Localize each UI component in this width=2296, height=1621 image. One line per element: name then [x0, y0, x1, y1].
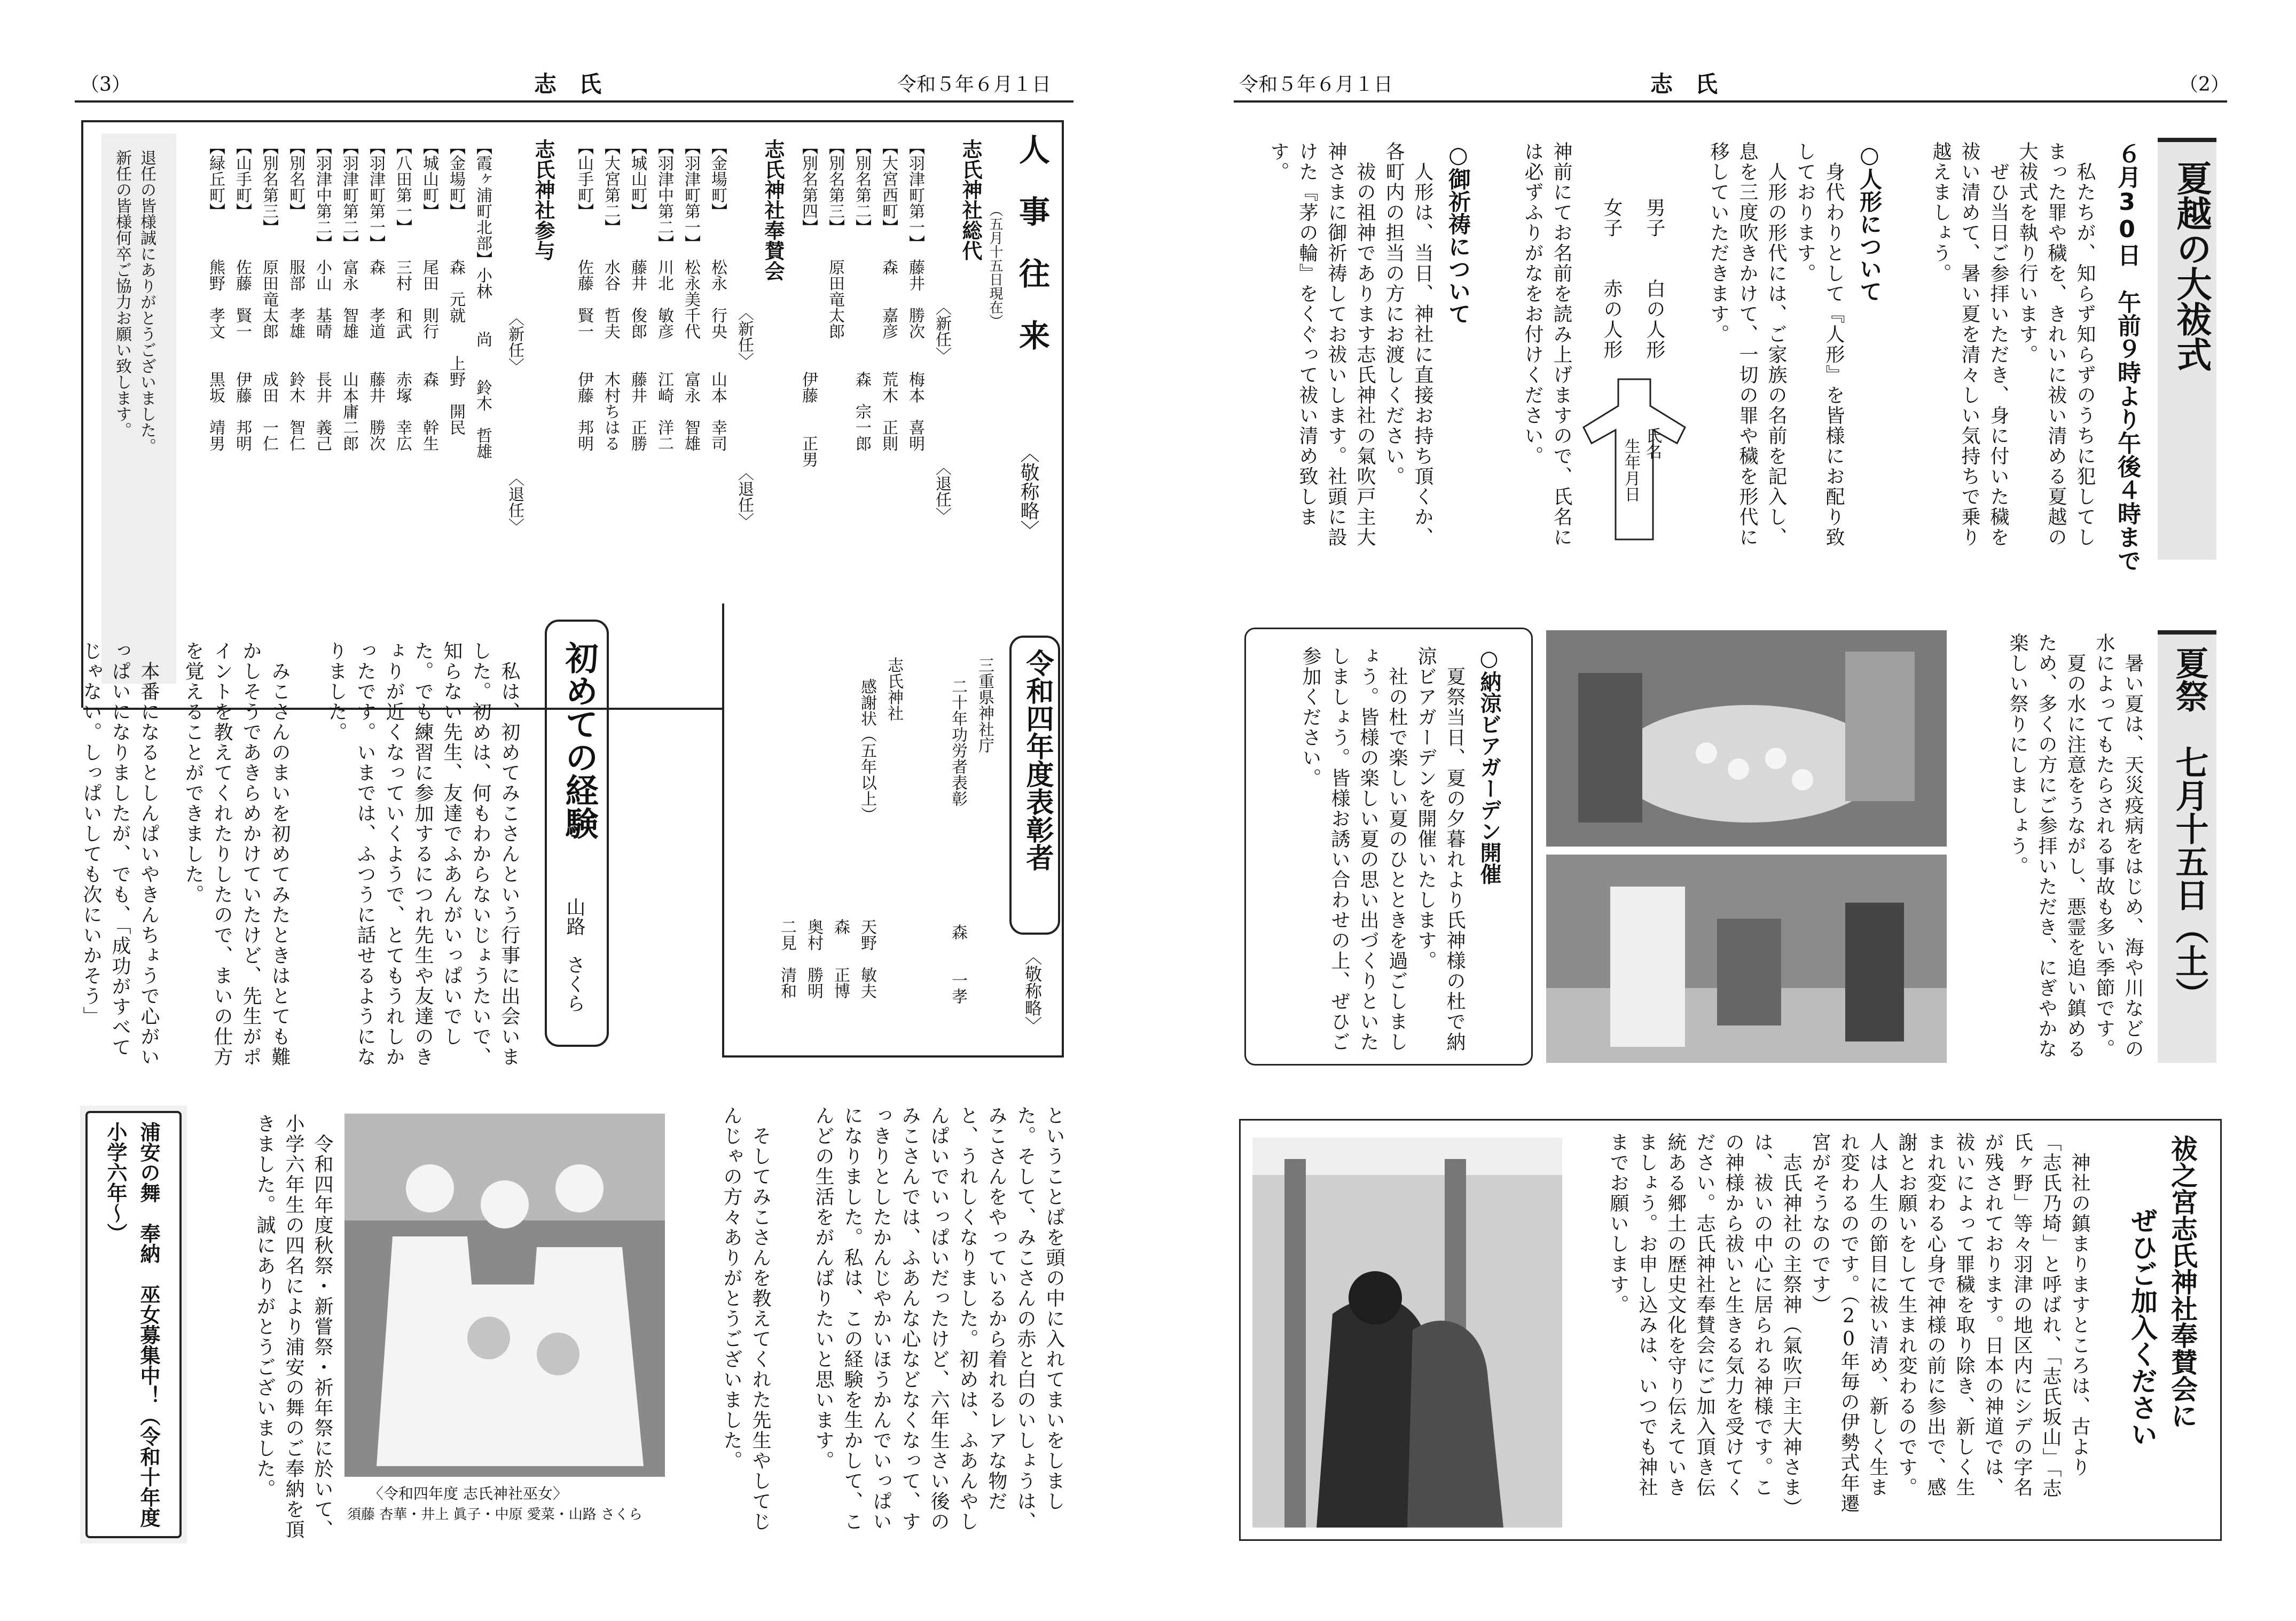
right-date: 令和５年６月１日	[1239, 74, 1393, 96]
natsu-title: 夏祭 七月十五日（土）	[2170, 646, 2209, 1011]
left-date: 令和５年６月１日	[897, 74, 1052, 96]
beer-text: 夏祭当日、夏の夕暮れより氏神様の杜で納涼ビアガーデンを開催いたします。 社の杜で楽しい夏のひとときを過ごしましょう。皆様の楽しい夏の思い出づくりといたしましょう。皆様お誘い合わせの上、ぜひご参加ください。	[1299, 646, 1466, 1052]
beer-heading: ○納涼ビアガーデン開催	[1477, 646, 1501, 884]
award-1: 二十年功労者表彰	[949, 678, 967, 806]
ningyo-name-note: 神前にてお名前を読み上げますので、氏名には必ずふりがなをお付けください。	[1522, 142, 1572, 547]
personnel-closing: 退任の皆様誠にありがとうございました。 新任の皆様何卒ご協力お願い致します。	[113, 150, 156, 454]
sanyo-line: 【緑丘町】 熊野 孝文 黒坂 靖男	[206, 139, 225, 451]
sanyo-retire-label: 〈退任〉	[505, 470, 524, 534]
oharae-title: 夏越の大祓式	[2170, 160, 2212, 372]
award-2: 感謝状（五年以上）	[858, 678, 876, 823]
left-page-number: （3）	[80, 74, 131, 96]
hosan-line: 【山手町】 佐藤 賢一 伊藤 邦明	[575, 139, 593, 451]
ningyo-female: 女子 赤の人形	[1601, 198, 1623, 360]
sou-heading: 志氏神社総代	[959, 139, 982, 261]
essay-paragraph: ということばを頭の中に入れてまいをしました。そして、みこさんの赤と白のいしょうは、みこさんをやっているから着れるレアな物だと、うれしくなりました。初めは、ふあんやしんぱいでいっぱいだったけど、六年生さい後のみこさんでは、ふあんな心などなくなって、すっきりとしたかんじやかいほうかんでいっぱいになりました。私は、この経験を生かして、こんどの生活をがんばりたいと思います。	[812, 1106, 1065, 1532]
hosan-line: 【大宮第二】 水谷 哲夫 木村ちはる	[601, 139, 620, 451]
ningyo-heading: ○人形について	[1856, 142, 1883, 302]
sanyo-line: 【城山町】 尾田 則行 森 幹生	[420, 139, 438, 451]
personnel-note: 〈敬称略〉	[1017, 443, 1039, 539]
hosankai-text: 神社の鎮まりますところは、古より「志氏乃埼」と呼ばれ、「志氏坂山」「志氏ヶ野」等々羽津の地区内にシデの字名が残されております。日本の神道では、祓いによって罪穢を取り除き、新しく生まれ変わる心身で神様の前に参出で、感謝とお願いをして生まれ変わるのです。人は人生の節目に祓い清め、新しく生まれ変わるのです。（20年毎の伊勢式年遷宮がそうなのです） 志氏神社の主祭神（氣吹戸主大神さま）は、祓いの中心に居られる神様です。この神様から祓いと生きる気力を受けてください。志氏神社奉賛会にご加入頂き伝統ある郷土の歴史文化を守り伝えていきましょう。お申し込みは、いつでも神社までお願いします。	[1607, 1132, 2090, 1514]
awards-note: 〈敬称略〉	[1022, 948, 1043, 1033]
award-2-name: 奥村 勝明	[804, 919, 823, 999]
award-org-2: 志氏神社	[884, 657, 903, 721]
sanyo-line: 【別名第三】 原田竜太郎 成田 一仁	[260, 139, 278, 451]
sanyo-line: 【別名町】 服部 孝雄 鈴木 智仁	[286, 139, 305, 451]
sanyo-line: 【羽津中第二】 小山 基晴 長井 義己	[313, 139, 332, 451]
sanyo-line: 【羽津町第一】 森 孝道 藤井 勝次	[366, 139, 385, 451]
photo-caption: 〈令和四年度 志氏神社巫女〉	[369, 1485, 568, 1502]
award-1-name: 森 一孝	[949, 924, 967, 1004]
festival-photo-top	[1546, 630, 1947, 847]
urayasu-text: 令和四年度秋祭・新嘗祭・祈年祭に於いて、小学六年生の四名により浦安の舞のご奉納を頂きました。誠にありがとうございました。	[254, 1114, 333, 1540]
natsu-text: 暑い夏は、天災疫病をはじめ、海や川などの水によってもたらされる事故も多い季節です。 夏の水に注意をうながし、悪霊を追い鎮めるため、多くの方にご参拝いただき、にぎやかな楽しい祭りにしましょう。	[2007, 633, 2144, 1059]
oharae-text: 私たちが、知らず知らずのうちに犯してしまった罪や穢を、きれいに祓い清める夏越の大祓式を執り行います。 ぜひ当日ご参拝いただき、身に付いた穢を祓い清めて、暑い夏を清々しい気持ちで乗り越えましょう。	[1930, 142, 2096, 547]
sanyo-heading: 志氏神社参与	[531, 139, 555, 261]
essay-paragraph: そしてみこさんを教えてくれた先生やしてじんじゃの方々ありがとうございました。	[720, 1106, 771, 1532]
miko-photo	[344, 1114, 665, 1477]
sou-line: 【別名第三】 原田竜太郎	[826, 139, 844, 339]
sou-line: 【別名第二】 森 宗一郎	[852, 139, 871, 451]
hosan-retire-label: 〈退任〉	[735, 465, 754, 529]
sou-new-label: 〈新任〉	[932, 299, 951, 363]
hosan-line: 【城山町】 藤井 俊郎 藤井 正勝	[628, 139, 647, 451]
oharae-datetime: ６月30日 午前９時より午後４時まで	[2113, 142, 2141, 572]
sou-retire-label: 〈退任〉	[932, 459, 951, 523]
shrine-photo	[1252, 1138, 1562, 1528]
left-masthead: 志 氏	[534, 71, 602, 97]
doll-label-birth: 生年月日	[1621, 438, 1640, 502]
personnel-box-inner-edge	[722, 708, 724, 1058]
sanyo-line: 【金場町】 森 元就 上野 開民	[446, 139, 465, 435]
festival-photo-bottom-art	[1546, 855, 1947, 1063]
kito-heading: ○御祈祷について	[1445, 142, 1471, 325]
sanyo-line: 【羽津町第二】 富永 智雄 山本庸二郎	[340, 139, 358, 451]
urayasu-side-title: 浦安の舞 奉納 巫女募集中！（令和十年度小学六年〜）	[104, 1122, 160, 1528]
essay-paragraph: 本番になるとしんぱいやきんちょうで心がいっぱいになりましたが、でも、「成功がすべてじゃない。しっぱいしても次にいかそう」	[80, 641, 160, 1067]
essay-title: 初めての経験	[560, 641, 599, 840]
sanyo-line: 【八田第一】 三村 和武 赤塚 幸広	[393, 139, 412, 451]
award-2-name: 天野 敏夫	[858, 919, 876, 999]
award-2-name: 二見 清和	[778, 919, 796, 999]
hosankai-title: 祓之宮志氏神社奉賛会に	[2167, 1135, 2198, 1429]
ningyo-male: 男子 白の人形	[1643, 198, 1665, 360]
hosan-line: 【羽津町第一】 松永美千代 富永 智雄	[681, 139, 700, 451]
sanyo-line: 【霞ヶ浦町北部】小林 尚 鈴木 哲雄	[473, 139, 492, 459]
kito-text: 人形は、当日、神社に直接お持ち頂くか、各町内の担当の方にお渡しください。 祓の祖神であります志氏神社の氣吹戸主大神さまに御祈祷してお祓いします。社頭に設けた『茅の輪』をくぐって祓い清め致します。	[1267, 142, 1433, 547]
essay-author: 山路 さくら	[563, 897, 585, 1013]
sou-line: 【大宮西町】 森 嘉彦 荒木 正則	[879, 139, 898, 451]
left-header-rule	[75, 100, 1073, 103]
personnel-as-of: （五月十五日現在）	[987, 203, 1003, 328]
photo-names: 須藤 杏華・井上 眞子・中原 愛菜・山路 さくら	[347, 1507, 643, 1523]
festival-photo-bottom	[1546, 855, 1947, 1063]
awards-title: 令和四年度表彰者	[1021, 649, 1053, 871]
right-header-rule	[1234, 100, 2227, 103]
award-org-1: 三重県神社庁	[975, 657, 994, 753]
award-2-name: 森 正博	[831, 919, 850, 999]
hosan-new-label: 〈新任〉	[735, 304, 754, 369]
sanyo-new-label: 〈新任〉	[505, 310, 524, 374]
essay-paragraph: 私は、初めてみこさんという行事に出会いました。初めは、何もわからないじょうたいで、知らない先生、友達でふあんがいっぱいでした。でも練習に参加するにつれ先生や友達のきょりが近くなっていくようで、とてもうれしかったです。いまでは、ふつうに話せるようになりました。	[325, 641, 520, 1067]
hosan-line: 【羽津中第二】 川北 敏彦 江崎 洋二	[655, 139, 673, 451]
sanyo-line: 【山手町】 佐藤 賢一 伊藤 邦明	[233, 139, 252, 451]
ningyo-text: 身代わりとして『人形』を皆様にお配り致しております。 人形の形代には、ご家族の名前を記入し、息を三度吹きかけて、一切の罪や穢を形代に移していただきます。	[1707, 142, 1845, 547]
right-page-number: （2）	[2179, 74, 2230, 96]
personnel-title: 人 事 往 来	[1014, 134, 1050, 350]
right-masthead: 志 氏	[1650, 71, 1718, 97]
shrine-photo-art	[1252, 1138, 1562, 1528]
miko-photo-art	[344, 1114, 665, 1477]
sou-line: 【別名第四】 伊藤 正男	[799, 139, 818, 467]
hosankai-subtitle: ぜひご加入ください	[2127, 1207, 2158, 1447]
essay-paragraph: みこさんのまいを初めてみたときはとても難かしそうであきらめかけていたけど、先生がポイントを教えてくれたりしたので、まいの仕方を覚えることができました。	[182, 641, 291, 1067]
hosan-line: 【金場町】 松永 行央 山本 幸司	[708, 139, 727, 451]
hosan-heading: 志氏神社奉賛会	[761, 139, 785, 281]
doll-label-name: 氏名	[1643, 427, 1662, 459]
sou-line: 【羽津町第一】 藤井 勝次 梅本 喜明	[906, 139, 924, 451]
festival-photo-top-art	[1546, 630, 1947, 847]
